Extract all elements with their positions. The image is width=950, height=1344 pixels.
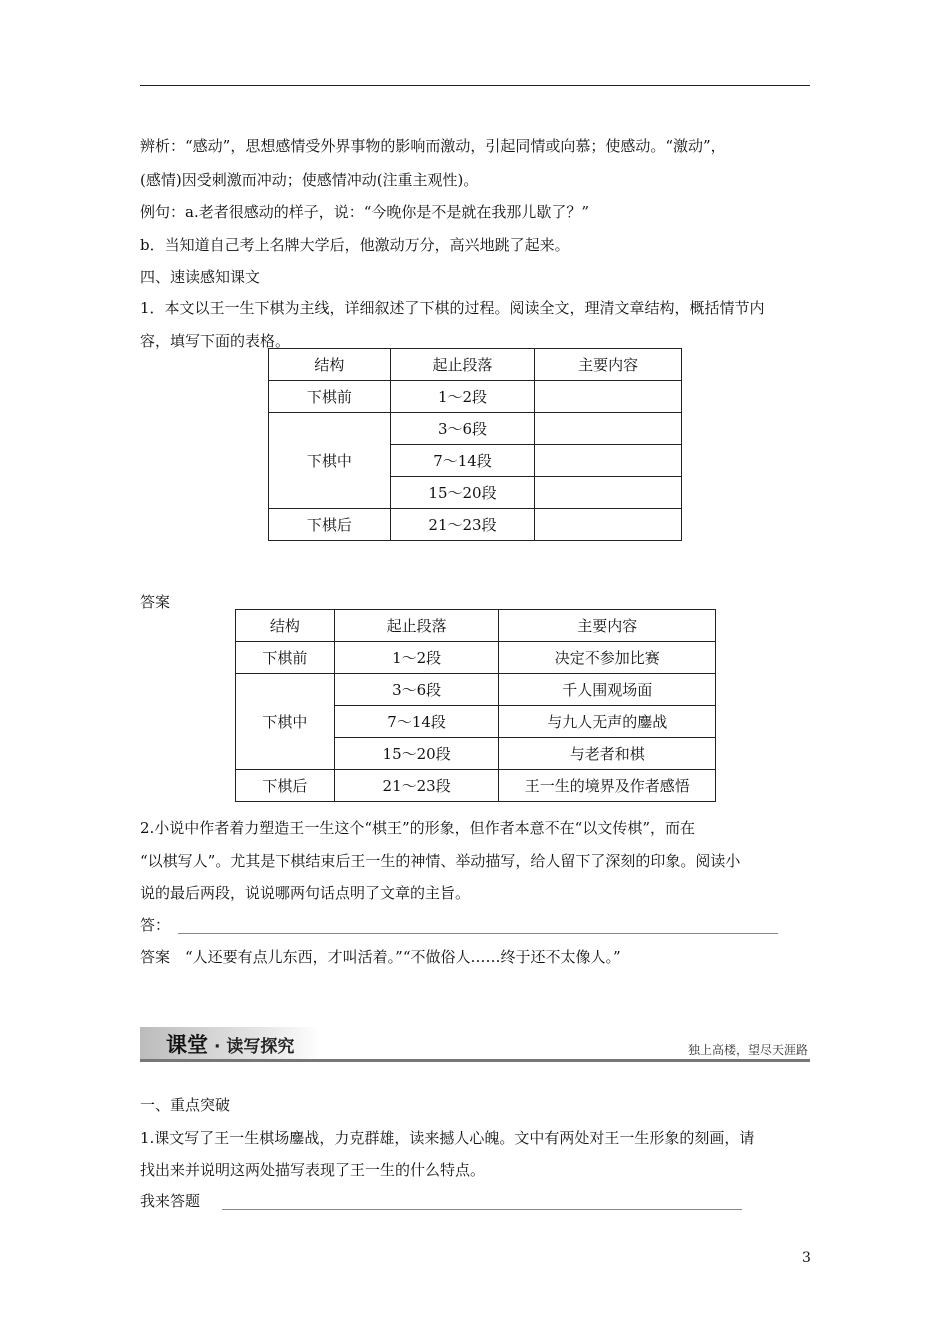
section-banner	[140, 1025, 810, 1061]
table-cell: 3～6段	[390, 413, 535, 445]
table-cell-blank	[535, 445, 682, 477]
table-cell: 千人围观场面	[499, 674, 716, 706]
structure-table-blank	[268, 348, 682, 541]
table-row	[236, 770, 716, 802]
table-row	[236, 674, 716, 706]
question-2-line-2: “以棋写人”。尤其是下棋结束后王一生的神情、举动描写，给人留下了深刻的印象。阅读小	[140, 852, 741, 870]
table-cell: 15～20段	[334, 738, 499, 770]
table-header-cell: 结构	[236, 610, 335, 642]
my-answer-blank-line[interactable]	[222, 1195, 742, 1210]
table-cell: 15～20段	[390, 477, 535, 509]
analysis-line-2: (感情)因受刺激而冲动；使感情冲动(注重主观性)。	[140, 171, 479, 189]
table-header-cell: 起止段落	[390, 349, 535, 381]
table-cell: 与九人无声的鏖战	[499, 706, 716, 738]
analysis-line-1: 辨析：“感动”，思想感情受外界事物的影响而激动，引起同情或向慕；使感动。“激动”，	[140, 137, 726, 155]
table-cell: 王一生的境界及作者感悟	[499, 770, 716, 802]
banner-motto: 独上高楼，望尽天涯路	[687, 1043, 808, 1057]
my-answer-label: 我来答题	[140, 1192, 201, 1210]
table-cell: 7～14段	[390, 445, 535, 477]
table-cell-blank	[535, 477, 682, 509]
table-cell: 下棋后	[236, 770, 335, 802]
banner-title-main: 课堂	[166, 1033, 208, 1057]
table-header-cell: 起止段落	[334, 610, 499, 642]
table-cell-blank	[535, 381, 682, 413]
banner-rule	[140, 1059, 810, 1062]
answer-prompt-label: 答：	[140, 916, 171, 934]
table-cell: 21～23段	[334, 770, 499, 802]
question-2-answer: 答案 “人还要有点儿东西，才叫活着。”“不做俗人……终于还不太像人。”	[140, 948, 621, 966]
table-cell: 下棋前	[236, 642, 335, 674]
table-row	[269, 381, 682, 413]
table-cell: 1～2段	[334, 642, 499, 674]
table-header-cell: 主要内容	[499, 610, 716, 642]
table-row	[236, 610, 716, 642]
table-cell: 下棋中	[269, 413, 391, 509]
example-line-a: 例句：a.老者很感动的样子，说：“今晚你是不是就在我那儿歇了？”	[140, 203, 590, 221]
table-cell: 1～2段	[390, 381, 535, 413]
table-row	[269, 413, 682, 445]
section-heading-1: 一、重点突破	[140, 1096, 231, 1114]
table-header-cell: 主要内容	[535, 349, 682, 381]
banner-title-sub: · 读写探究	[214, 1037, 295, 1057]
table-cell-blank	[535, 509, 682, 541]
question-2-line-1: 2.小说中作者着力塑造王一生这个“棋王”的形象，但作者本意不在“以文传棋”，而在	[140, 819, 695, 837]
question-2-line-3: 说的最后两段，说说哪两句话点明了文章的主旨。	[140, 884, 471, 902]
answer-prompt-row	[140, 915, 778, 935]
focus-question-line-1: 1.课文写了王一生棋场鏖战，力克群雄，读来撼人心魄。文中有两处对王一生形象的刻画，请	[140, 1129, 755, 1147]
section-heading-4: 四、速读感知课文	[140, 268, 261, 286]
header-rule	[140, 85, 810, 86]
table-row	[236, 642, 716, 674]
table-cell: 下棋中	[236, 674, 335, 770]
table-cell-blank	[535, 413, 682, 445]
example-line-b: b．当知道自己考上名牌大学后，他激动万分，高兴地跳了起来。	[140, 236, 570, 254]
table-cell: 7～14段	[334, 706, 499, 738]
answer-blank-line[interactable]	[178, 919, 778, 934]
question-1-line-2: 容，填写下面的表格。	[140, 332, 291, 350]
table-cell: 下棋后	[269, 509, 391, 541]
table-cell: 决定不参加比赛	[499, 642, 716, 674]
question-1-line-1: 1．本文以王一生下棋为主线，详细叙述了下棋的过程。阅读全文，理清文章结构，概括情节内	[140, 299, 765, 317]
table-header-cell: 结构	[269, 349, 391, 381]
focus-question-line-2: 找出来并说明这两处描写表现了王一生的什么特点。	[140, 1161, 486, 1179]
table-cell: 3～6段	[334, 674, 499, 706]
structure-table-answer	[235, 609, 716, 802]
table-cell: 与老者和棋	[499, 738, 716, 770]
table-cell: 下棋前	[269, 381, 391, 413]
table-row	[269, 349, 682, 381]
my-answer-row	[140, 1191, 742, 1211]
table-cell: 21～23段	[390, 509, 535, 541]
page-number: 3	[802, 1250, 811, 1266]
answer-label: 答案	[140, 593, 171, 611]
table-row	[269, 509, 682, 541]
